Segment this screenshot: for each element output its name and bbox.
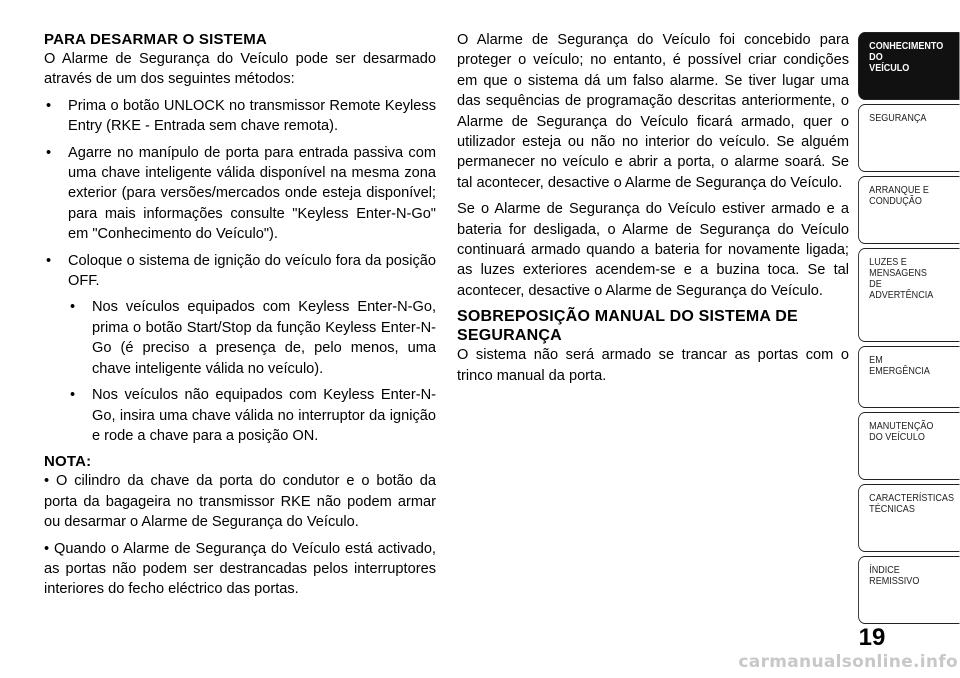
tab-seguranca[interactable] [858,104,959,172]
note-item: • O cilindro da chave da porta do condutor e o botão da porta da bagageira no transmissor RKE não podem armar ou desarmar o Alarme de Segurança do Veículo. [44,473,436,531]
list-item [44,251,436,447]
manual-override-paragraph: O sistema não será armado se trancar as portas com o trinco manual da porta. [457,347,849,384]
list-item-text: Coloque o sistema de ignição do veículo fora da posição OFF. [68,252,436,290]
tab-label: SEGURANÇA [869,112,927,124]
false-alarm-paragraph: O Alarme de Segurança do Veículo foi concebido para proteger o veículo; no entanto, é possível criar condições em que o sistema dá um falso alarme. Se tiver lugar uma das sequências de programação descritas anteriormente, o Alarme de Segurança do Veículo ficará armado, quer o utilizador esteja ou não no interior do veículo. Se alguém permanecer no veículo e abrir a porta, o alarme soará. Se tal acontecer, desactive o Alarme de Segurança do Veículo. [457,32,849,191]
sub-list-item: • Nos veículos não equipados com Keyless Enter-N-Go, insira uma chave válida no interruptor da ignição e rode a chave para a posição ON. [68,385,436,446]
tab-label: ÍNDICE REMISSIVO [869,564,920,587]
chapter-tabs [858,32,960,628]
tab-label: MANUTENÇÃO DO VEÍCULO [869,420,934,443]
note-item: • Quando o Alarme de Segurança do Veículo está activado, as portas não podem ser destrancadas pelos interruptores interiores do fecho eléctrico das portas. [44,540,436,598]
sub-list-item: • Nos veículos equipados com Keyless Enter-N-Go, prima o botão Start/Stop da função Keyless Enter-N-Go (é preciso a presença de, pelo menos, uma chave inteligente válida no veículo). [68,297,436,379]
method-list [44,96,436,447]
tab-caracteristicas-tecnicas[interactable] [858,484,959,552]
left-column [44,30,436,606]
tab-label: EM EMERGÊNCIA [869,354,930,377]
battery-paragraph: Se o Alarme de Segurança do Veículo estiver armado e a bateria for desligada, o Alarme de Segurança do Veículo continuará armado quando a bateria for novamente ligada; as luzes exteriores acendem-se e a buzina toca. Se tal acontecer, desactive o Alarme de Segurança do Veículo. [457,201,849,299]
tab-indice-remissivo[interactable] [858,556,959,624]
tab-conhecimento-do-veiculo[interactable] [858,32,959,100]
tab-em-emergencia[interactable] [858,346,959,408]
tab-manutencao-do-veiculo[interactable] [858,412,959,480]
tab-luzes-e-mensagens[interactable] [858,248,959,342]
tab-label: ARRANQUE E CONDUÇÃO [869,184,929,207]
tab-label: LUZES E MENSAGENS DE ADVERTÊNCIA [869,256,934,301]
note-heading: NOTA: [44,453,92,471]
tab-label: CONHECIMENTO DO VEÍCULO [869,40,944,74]
page-number: 19 [858,624,886,651]
list-item: • Prima o botão UNLOCK no transmissor Remote Keyless Entry (RKE - Entrada sem chave remota). [44,96,436,137]
section-heading-manual-override: SOBREPOSIÇÃO MANUAL DO SISTEMA DE SEGURANÇA [457,308,798,345]
tab-label: CARACTERÍSTICAS TÉCNICAS [869,492,954,515]
list-item: • Agarre no manípulo de porta para entrada passiva com uma chave inteligente válida disponível na mesma zona exterior (para versões/mercados onde esteja disponível; para mais informações consulte "Keyless Enter-N-Go" em "Conhecimento do Veículo"). [44,143,436,245]
sub-list [68,297,436,446]
intro-paragraph: O Alarme de Segurança do Veículo pode ser desarmado através de um dos seguintes métodos: [44,51,436,88]
right-column [457,30,849,392]
tab-arranque-e-conducao[interactable] [858,176,959,244]
watermark: carmanualsonline.info [738,652,958,672]
section-heading-disarm: PARA DESARMAR O SISTEMA [44,31,267,48]
